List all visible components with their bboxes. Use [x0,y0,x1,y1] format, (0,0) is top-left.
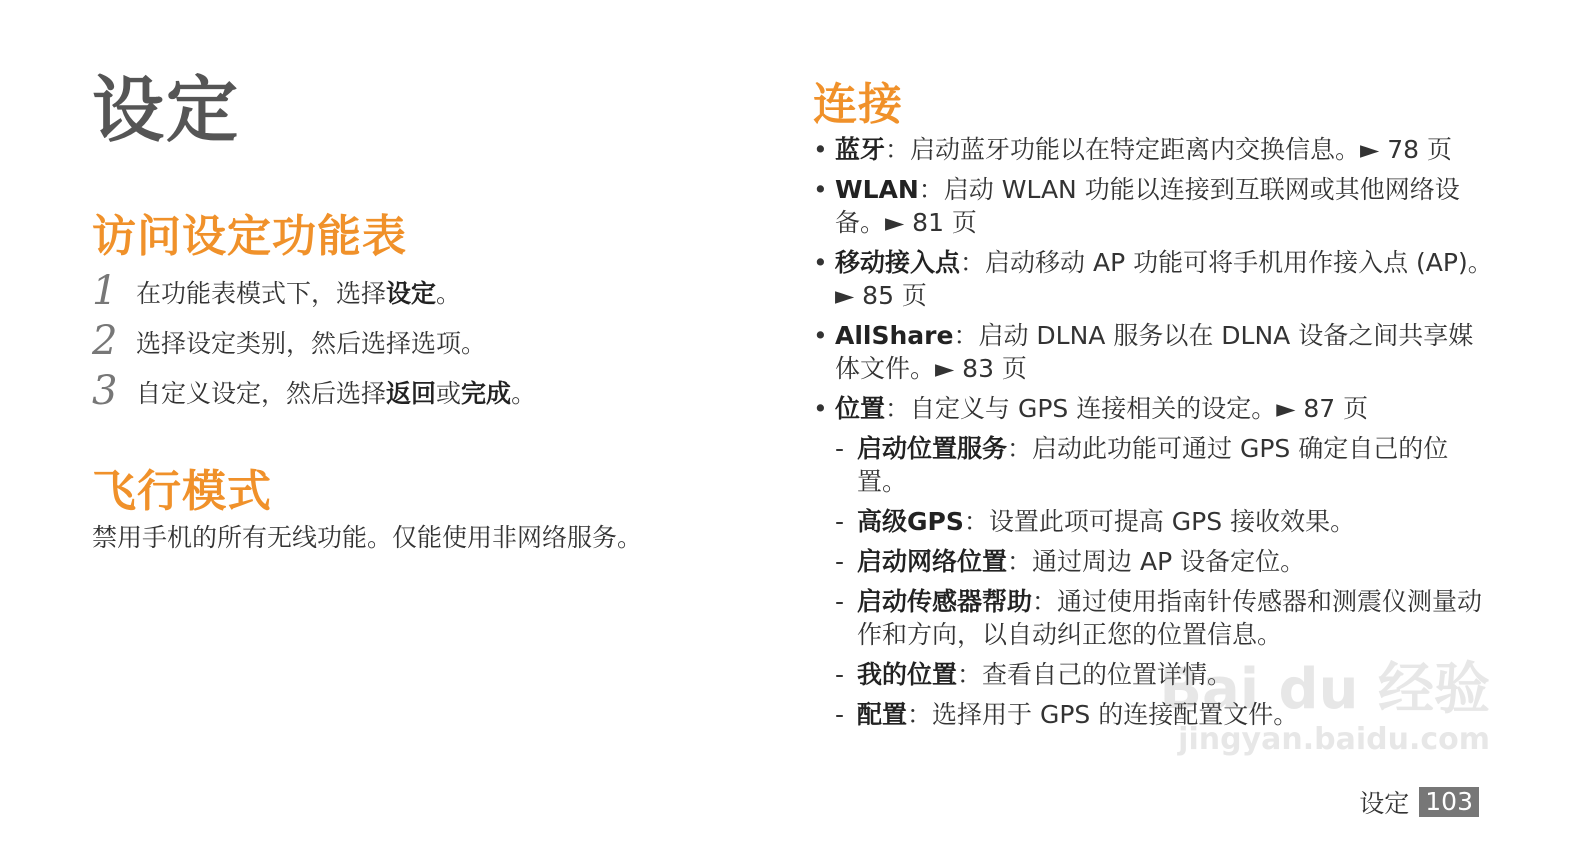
step-item [92,318,732,368]
step-number: 3 [92,368,118,414]
step-text: 选择设定类别，然后选择选项。 [136,329,487,358]
sub-item-my-location: - 我的位置：查看自己的位置详情。 [813,658,1493,691]
flight-mode-description: 禁用手机的所有无线功能。仅能使用非网络服务。 [92,523,643,552]
sub-item-location-service: - 启动位置服务：启动此功能可通过 GPS 确定自己的位置。 [813,432,1493,498]
step-item [92,268,732,318]
step-number: 1 [92,268,118,314]
section-heading-connections: 连接 [813,79,903,130]
section-heading-flight-mode: 飞行模式 [92,466,272,517]
sub-item-advanced-gps: - 高级GPS：设置此项可提高 GPS 接收效果。 [813,505,1493,538]
step-item [92,368,732,418]
step-text: 在功能表模式下，选择设定。 [136,279,462,308]
list-item-bluetooth: • 蓝牙：启动蓝牙功能以在特定距离内交换信息。► 78 页 [813,133,1493,166]
page-number: 103 [1419,787,1479,817]
footer-section-label: 设定 [1359,789,1410,818]
steps-list [92,268,732,418]
sub-item-sensor-assist: - 启动传感器帮助：通过使用指南针传感器和测震仪测量动作和方向，以自动纠正您的位置信息。 [813,585,1493,651]
step-text: 自定义设定，然后选择返回或完成。 [136,379,537,408]
page-title: 设定 [92,68,241,152]
section-heading-access-menu: 访问设定功能表 [92,211,407,262]
bold-term: 设定 [386,279,437,308]
bold-term: 完成 [461,379,512,408]
bold-term: 返回 [386,379,437,408]
watermark-logo: Bai du 经验 jingyan.baidu.com [1159,657,1490,757]
page-footer [1359,784,1479,820]
list-item-mobile-ap: • 移动接入点：启动移动 AP 功能可将手机用作接入点 (AP)。► 85 页 [813,246,1493,312]
sub-item-configuration: - 配置：选择用于 GPS 的连接配置文件。 [813,698,1493,731]
list-item-location: • 位置：自定义与 GPS 连接相关的设定。► 87 页 [813,392,1493,425]
list-item-allshare: • AllShare：启动 DLNA 服务以在 DLNA 设备之间共享媒体文件。► 83 页 [813,319,1493,385]
connections-list [813,133,1493,738]
sub-item-network-location: - 启动网络位置：通过周边 AP 设备定位。 [813,545,1493,578]
list-item-wlan: • WLAN：启动 WLAN 功能以连接到互联网或其他网络设备。► 81 页 [813,173,1493,239]
step-number: 2 [92,318,118,364]
